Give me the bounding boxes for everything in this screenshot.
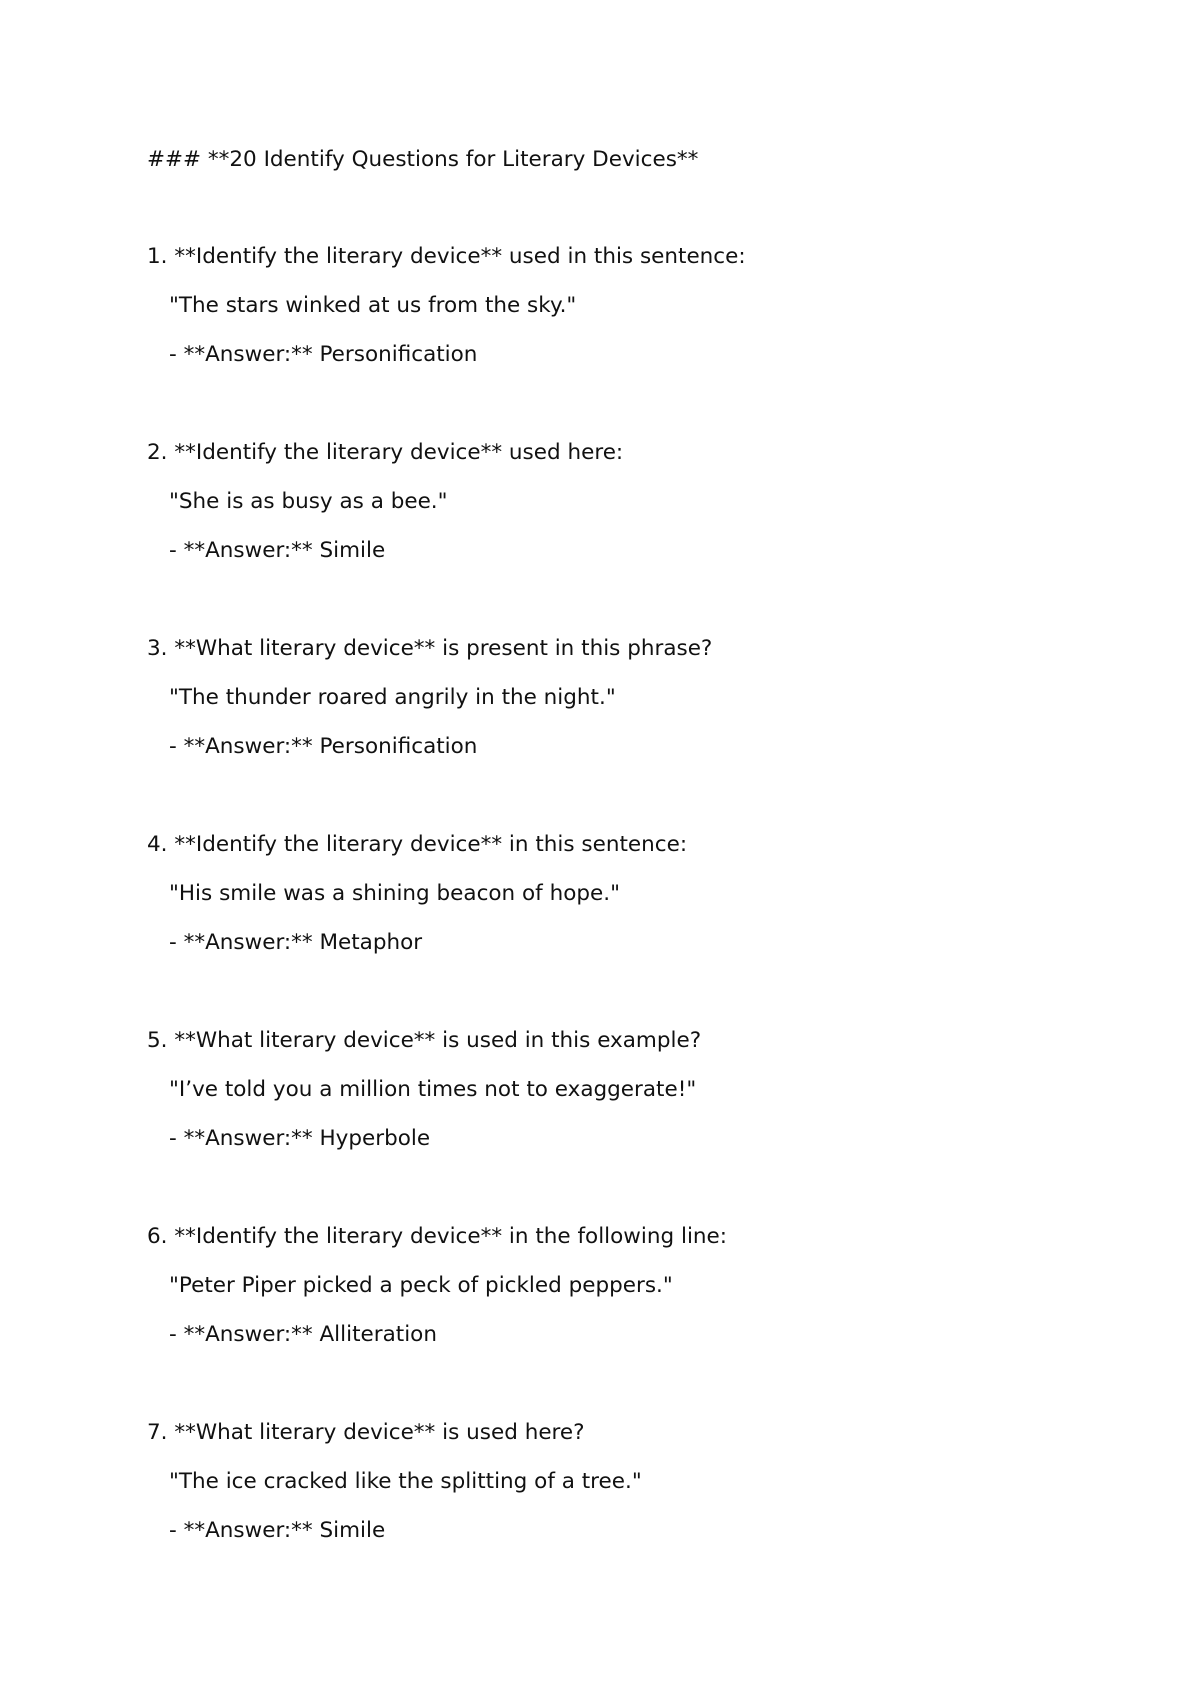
question-prompt: 6. **Identify the literary device** in the following line: [147,1224,728,1249]
document-title: ### **20 Identify Questions for Literary Devices** [147,147,699,172]
question-quote: "His smile was a shining beacon of hope." [169,881,620,906]
question-prompt: 7. **What literary device** is used here? [147,1420,585,1445]
question-answer: - **Answer:** Personification [169,734,478,759]
question-answer: - **Answer:** Metaphor [169,930,423,955]
question-answer: - **Answer:** Simile [169,1518,386,1543]
question-quote: "I’ve told you a million times not to exaggerate!" [169,1077,697,1102]
question-quote: "The thunder roared angrily in the night." [169,685,616,710]
question-quote: "Peter Piper picked a peck of pickled peppers." [169,1273,673,1298]
question-answer: - **Answer:** Alliteration [169,1322,437,1347]
question-quote: "She is as busy as a bee." [169,489,448,514]
question-answer: - **Answer:** Simile [169,538,386,563]
question-quote: "The ice cracked like the splitting of a tree." [169,1469,642,1494]
question-prompt: 4. **Identify the literary device** in this sentence: [147,832,688,857]
question-prompt: 2. **Identify the literary device** used here: [147,440,624,465]
question-prompt: 3. **What literary device** is present in this phrase? [147,636,713,661]
question-answer: - **Answer:** Hyperbole [169,1126,431,1151]
question-quote: "The stars winked at us from the sky." [169,293,577,318]
question-answer: - **Answer:** Personification [169,342,478,367]
question-prompt: 5. **What literary device** is used in this example? [147,1028,702,1053]
question-prompt: 1. **Identify the literary device** used in this sentence: [147,244,746,269]
